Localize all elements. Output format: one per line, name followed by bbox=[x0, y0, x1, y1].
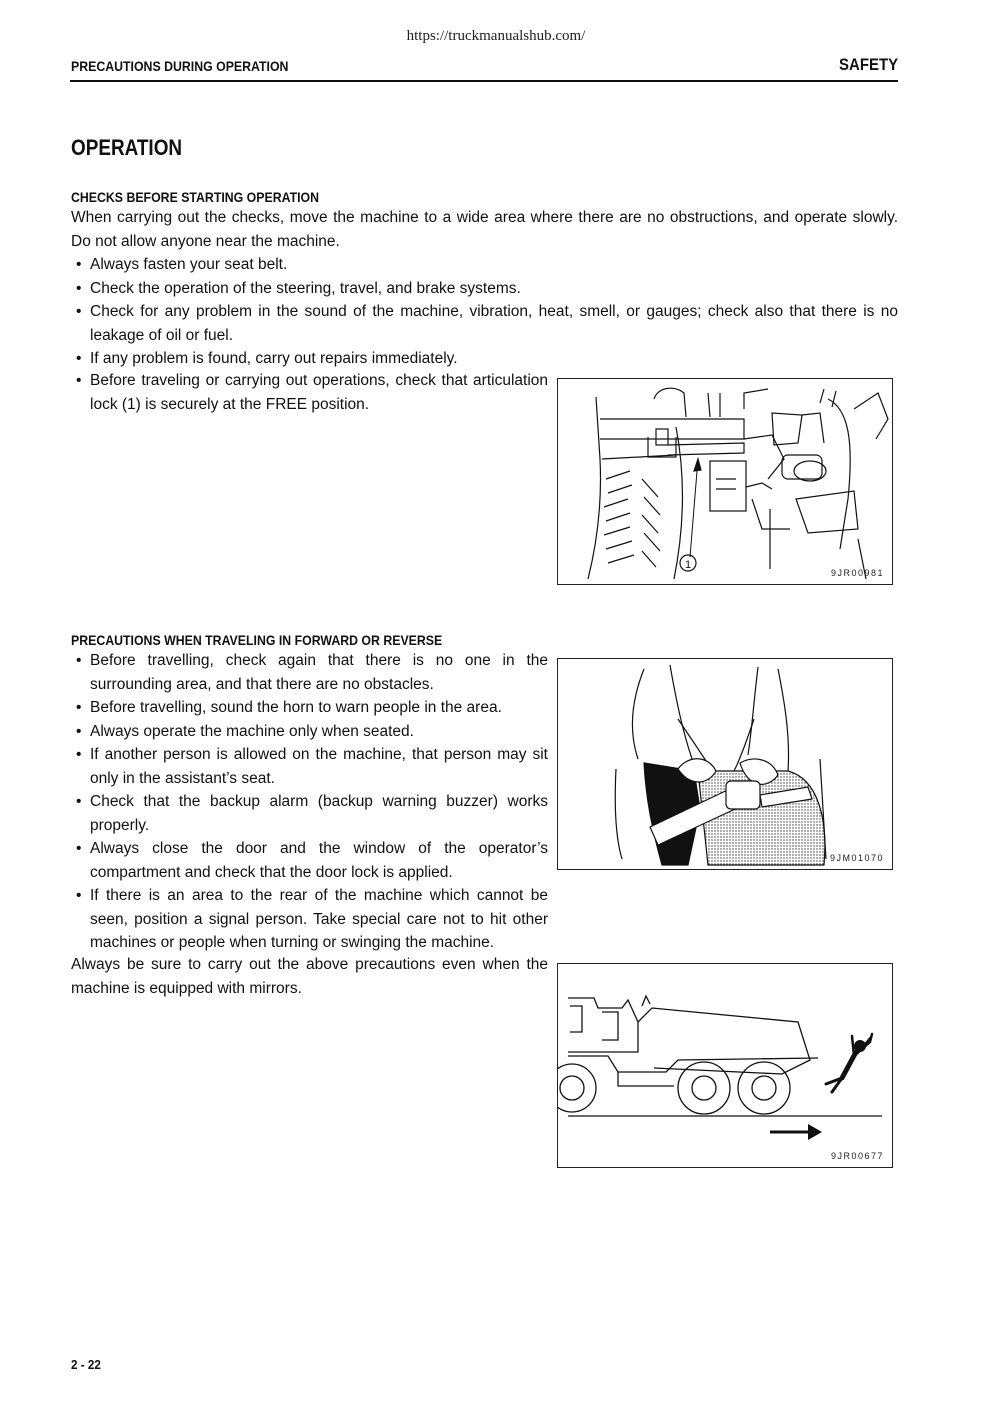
truck-reversing-figure bbox=[557, 963, 893, 1168]
truck-reversing-illustration bbox=[558, 964, 893, 1168]
list-item: • If there is an area to the rear of the machine which cannot be seen, position a signal person. Take special care not to hit other machines or people when turning or swinging the machine. bbox=[71, 884, 548, 955]
header-rule bbox=[70, 80, 898, 82]
list-item: • Always operate the machine only when seated. bbox=[71, 720, 548, 744]
figure-code: 9JM01070 bbox=[829, 853, 884, 863]
checks-intro: When carrying out the checks, move the machine to a wide area where there are no obstructions, and operate slowly. Do not allow anyone near the machine. bbox=[71, 209, 898, 250]
figure-code: 9JR00677 bbox=[830, 1151, 884, 1161]
list-item: • If another person is allowed on the machine, that person may sit only in the assistant’s seat. bbox=[71, 743, 548, 790]
articulation-lock-figure bbox=[557, 378, 893, 585]
list-item: • If any problem is found, carry out repairs immediately. bbox=[71, 347, 898, 371]
travel-list bbox=[71, 649, 548, 955]
list-item: • Check for any problem in the sound of the machine, vibration, heat, smell, or gauges; check also that there is no leakage of oil or fuel. bbox=[71, 300, 898, 347]
checks-list-continued bbox=[71, 369, 548, 416]
list-item: • Before travelling, sound the horn to warn people in the area. bbox=[71, 696, 548, 720]
travel-heading: PRECAUTIONS WHEN TRAVELING IN FORWARD OR REVERSE bbox=[71, 632, 443, 648]
running-header-section: PRECAUTIONS DURING OPERATION bbox=[71, 58, 289, 74]
source-url: https://truckmanualshub.com/ bbox=[406, 28, 586, 44]
articulation-lock-illustration bbox=[558, 379, 893, 585]
running-header-chapter: SAFETY bbox=[838, 55, 898, 74]
page-title: OPERATION bbox=[71, 135, 183, 160]
list-item: • Before traveling or carrying out operations, check that articulation lock (1) is securely at the FREE position. bbox=[71, 369, 548, 416]
page-number: 2 - 22 bbox=[71, 1357, 101, 1372]
list-item: • Check that the backup alarm (backup warning buzzer) works properly. bbox=[71, 790, 548, 837]
list-item: • Always fasten your seat belt. bbox=[71, 253, 898, 277]
callout-number: 1 bbox=[685, 559, 692, 571]
figure-code: 9JR00981 bbox=[830, 568, 884, 578]
list-item: • Always close the door and the window of the operator’s compartment and check that the door lock is applied. bbox=[71, 837, 548, 884]
checks-heading: CHECKS BEFORE STARTING OPERATION bbox=[71, 189, 320, 205]
seat-belt-figure bbox=[557, 658, 893, 870]
list-item: • Check the operation of the steering, travel, and brake systems. bbox=[71, 277, 898, 301]
seat-belt-illustration bbox=[558, 659, 893, 870]
travel-closing: Always be sure to carry out the above precautions even when the machine is equipped with mirrors. bbox=[71, 956, 548, 997]
checks-list bbox=[71, 253, 898, 371]
list-item: • Before travelling, check again that there is no one in the surrounding area, and that there are no obstacles. bbox=[71, 649, 548, 696]
